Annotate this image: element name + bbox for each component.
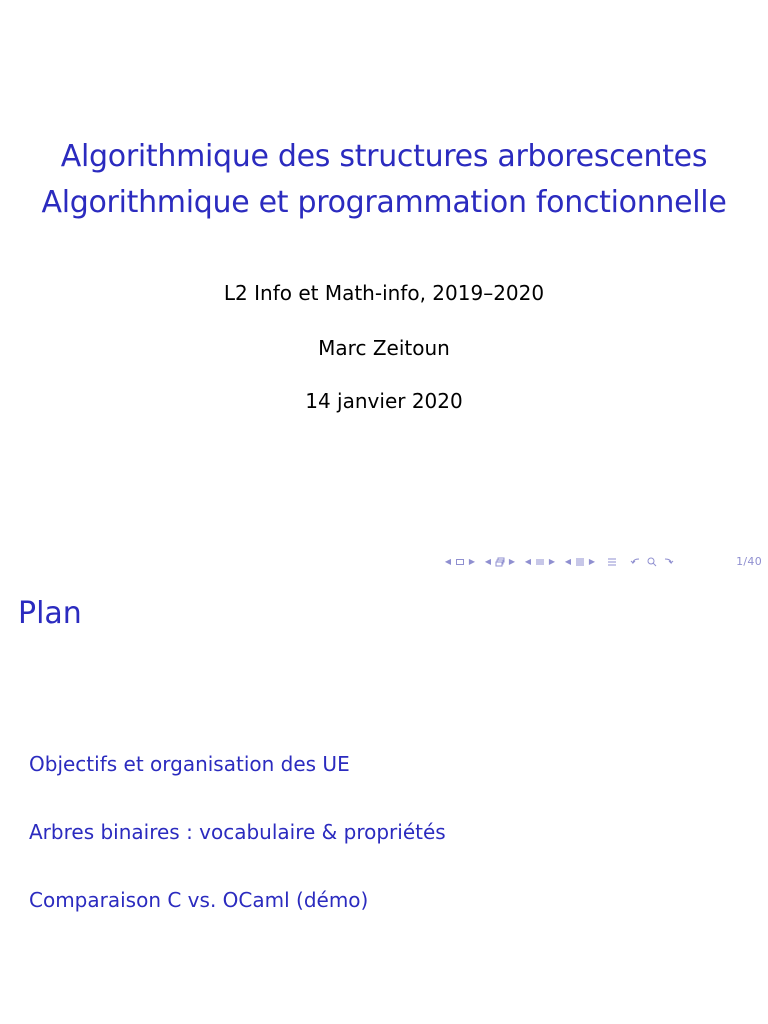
nav-search-group[interactable]: [628, 556, 676, 568]
nav-next-arrow-icon[interactable]: ▶: [508, 557, 516, 566]
table-of-contents: [29, 746, 446, 950]
title-line: Algorithmique et programmation fonctionnelle: [41, 185, 727, 220]
nav-next-arrow-icon[interactable]: ▶: [588, 557, 596, 566]
nav-section-icon[interactable]: [534, 556, 546, 568]
nav-prev-arrow-icon[interactable]: ◀: [524, 557, 532, 566]
nav-frame-icon[interactable]: [454, 556, 466, 568]
toc-item[interactable]: Arbres binaires : vocabulaire & propriétés: [29, 820, 446, 844]
frame-title: Plan: [18, 596, 82, 631]
nav-subsection-icon[interactable]: [494, 556, 506, 568]
nav-prev-arrow-icon[interactable]: ◀: [444, 557, 452, 566]
page-number: 1/40: [736, 555, 762, 568]
nav-prev-arrow-icon[interactable]: ◀: [564, 557, 572, 566]
course-subtitle: L2 Info et Math-info, 2019–2020: [223, 281, 545, 305]
nav-toc-icon[interactable]: [606, 556, 618, 568]
presentation-date: 14 janvier 2020: [305, 389, 463, 413]
nav-next-arrow-icon[interactable]: ▶: [548, 557, 556, 566]
navigation-bar: [444, 553, 684, 571]
nav-subsection-list-icon[interactable]: [574, 556, 586, 568]
nav-subsection-list-group[interactable]: [564, 553, 596, 571]
nav-next-arrow-icon[interactable]: ▶: [468, 557, 476, 566]
presentation-title: [0, 134, 768, 226]
nav-subsection-group[interactable]: [484, 553, 516, 571]
plan-slide: [0, 576, 768, 1024]
title-line: Algorithmique des structures arborescentes: [60, 139, 708, 174]
toc-item[interactable]: Comparaison C vs. OCaml (démo): [29, 888, 369, 912]
nav-back-icon[interactable]: [630, 556, 642, 568]
author-name: Marc Zeitoun: [318, 336, 450, 360]
nav-section-group[interactable]: [524, 553, 556, 571]
nav-frame-group[interactable]: [444, 553, 476, 571]
toc-item[interactable]: Objectifs et organisation des UE: [29, 752, 350, 776]
nav-prev-arrow-icon[interactable]: ◀: [484, 557, 492, 566]
nav-search-icon[interactable]: [646, 556, 658, 568]
nav-toc-group[interactable]: [604, 556, 620, 568]
nav-forward-icon[interactable]: [662, 556, 674, 568]
